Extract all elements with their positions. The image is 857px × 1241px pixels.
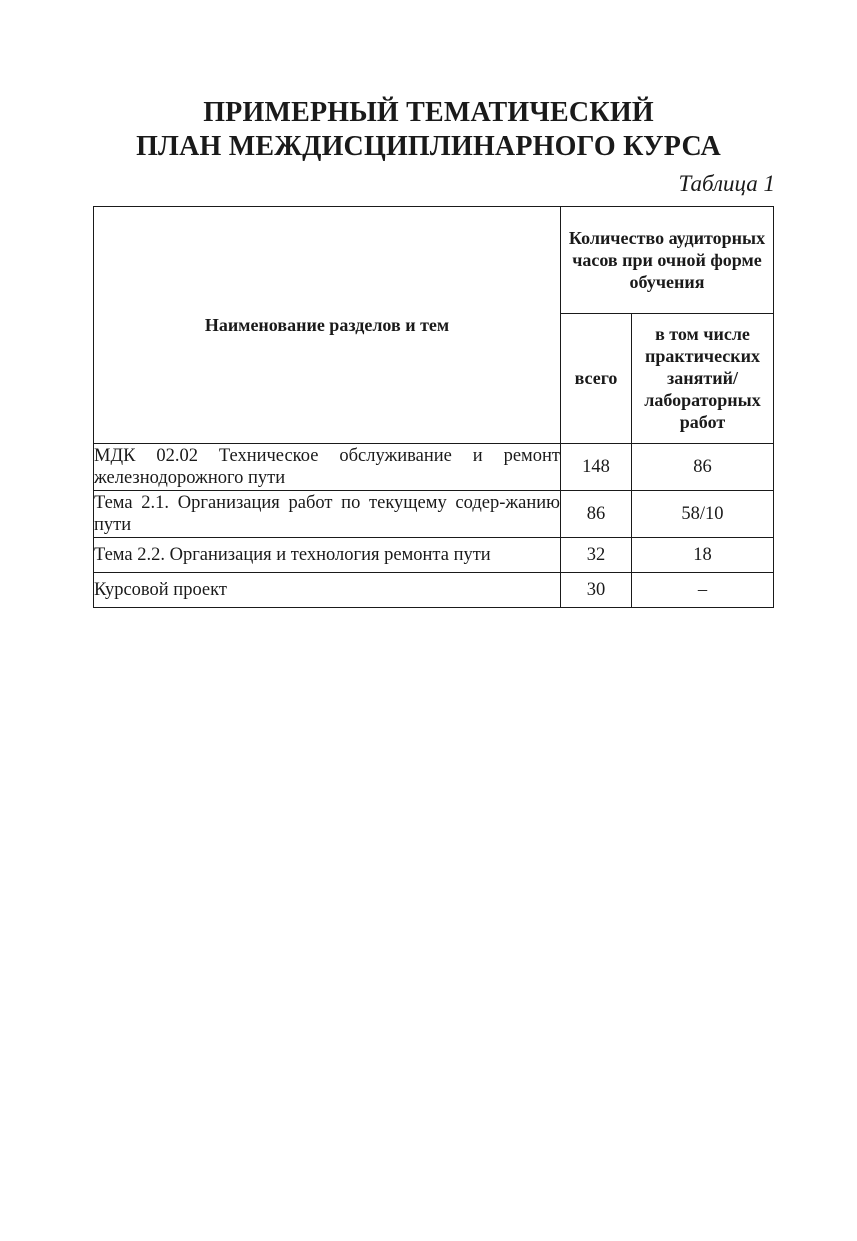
header-total: всего — [561, 313, 632, 443]
row-practice: 86 — [632, 444, 774, 491]
table-row — [94, 491, 774, 538]
header-practice: в том числе практических занятий/ лабораторных работ — [632, 313, 774, 443]
table-row — [94, 573, 774, 608]
row-name: МДК 02.02 Техническое обслуживание и ремонт железнодорожного пути — [94, 444, 561, 491]
row-total: 86 — [561, 491, 632, 538]
row-name: Курсовой проект — [94, 573, 561, 608]
page-title-line-2: ПЛАН МЕЖДИСЦИПЛИНАРНОГО КУРСА — [136, 131, 721, 162]
row-total: 32 — [561, 538, 632, 573]
page-title-line-1: ПРИМЕРНЫЙ ТЕМАТИЧЕСКИЙ — [203, 97, 654, 128]
page-title — [0, 96, 857, 164]
row-name: Тема 2.1. Организация работ по текущему содер-жанию пути — [94, 491, 561, 538]
header-section-name: Наименование разделов и тем — [94, 207, 561, 444]
table-header-row — [94, 207, 774, 314]
row-total: 30 — [561, 573, 632, 608]
row-practice: 58/10 — [632, 491, 774, 538]
header-hours-group: Количество аудиторных часов при очной форме обучения — [561, 207, 774, 314]
row-practice: – — [632, 573, 774, 608]
row-total: 148 — [561, 444, 632, 491]
row-name: Тема 2.2. Организация и технология ремонта пути — [94, 538, 561, 573]
table-row — [94, 538, 774, 573]
thematic-plan-table — [93, 206, 774, 608]
table-row — [94, 444, 774, 491]
row-practice: 18 — [632, 538, 774, 573]
table-caption: Таблица 1 — [678, 171, 775, 196]
